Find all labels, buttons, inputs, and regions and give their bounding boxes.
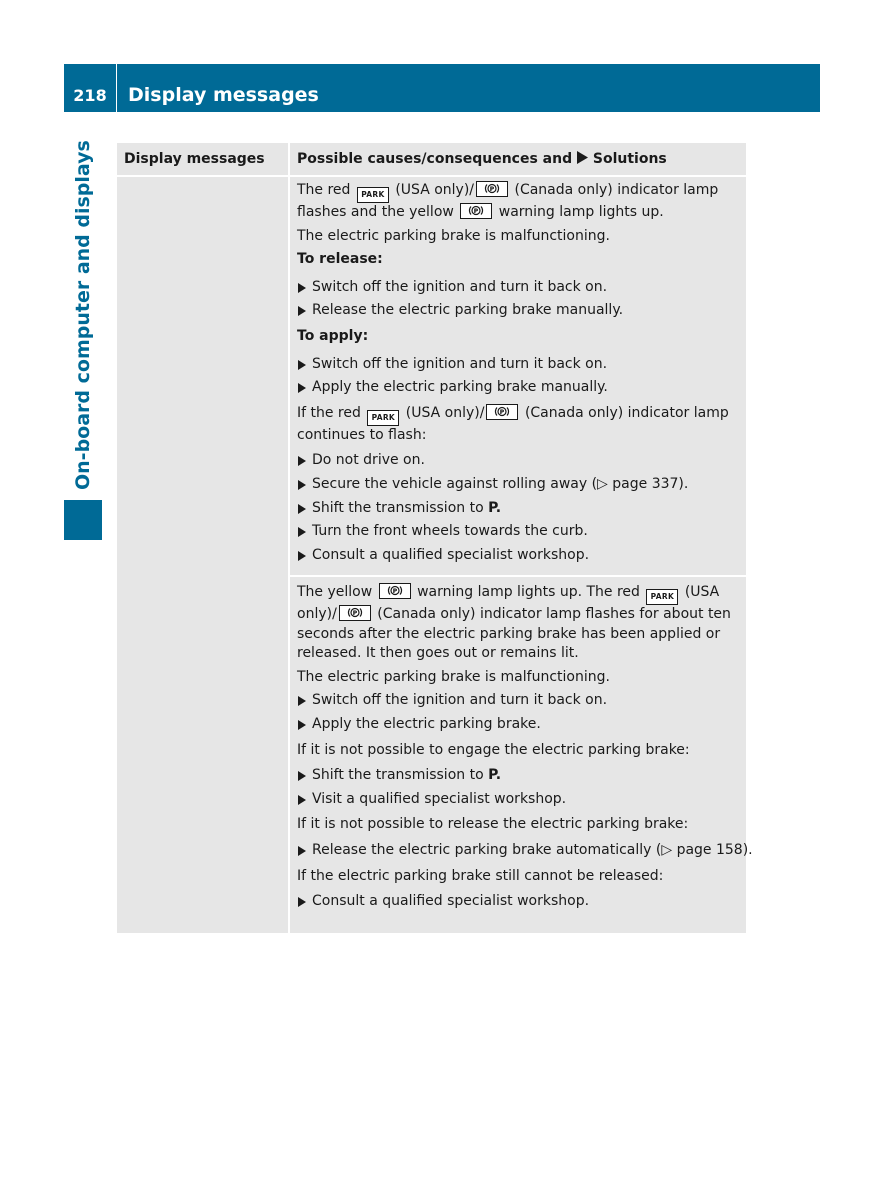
list-item: Visit a qualified specialist workshop. xyxy=(297,790,743,810)
column-divider xyxy=(288,143,290,933)
parking-brake-icon xyxy=(460,203,492,219)
row-2-steps xyxy=(297,691,743,734)
engage-condition: If it is not possible to engage the electric parking brake: xyxy=(297,741,690,758)
row-2-status: The electric parking brake is malfunctioning. xyxy=(297,668,610,685)
list-item: Shift the transmission to P. xyxy=(297,766,743,786)
list-item: Switch off the ignition and turn it back on. xyxy=(297,691,743,711)
list-item: Release the electric parking brake automatically (▷ page 158). xyxy=(297,841,743,861)
row-1-intro-line-1: The red PARK (USA only)/ P (Canada only) indicator lamp xyxy=(297,181,743,203)
release-steps xyxy=(297,278,743,321)
list-item: Consult a qualified specialist workshop. xyxy=(297,546,743,566)
consult-steps xyxy=(297,892,743,912)
section-tab-label: On-board computer and displays xyxy=(72,140,94,490)
parking-brake-icon xyxy=(476,181,508,197)
list-item: Switch off the ignition and turn it back on. xyxy=(297,278,743,298)
still-condition: If the electric parking brake still cannot be released: xyxy=(297,867,664,884)
park-indicator-icon: PARK xyxy=(367,410,399,426)
row-2-content xyxy=(297,583,753,918)
parking-brake-icon xyxy=(339,605,371,621)
list-item: Do not drive on. xyxy=(297,451,743,471)
flash-condition-line-1: If the red PARK (USA only)/ P (Canada only) indicator lamp xyxy=(297,404,743,426)
list-item: Turn the front wheels towards the curb. xyxy=(297,522,743,542)
column-header-causes-solutions: Possible causes/consequences and Solutions xyxy=(297,151,667,167)
list-item: Switch off the ignition and turn it back on. xyxy=(297,355,743,375)
list-item: Apply the electric parking brake manually. xyxy=(297,378,743,398)
list-item: Secure the vehicle against rolling away (▷ page 337). xyxy=(297,475,743,495)
column-header-display-messages: Display messages xyxy=(124,151,265,167)
parking-brake-icon xyxy=(379,583,411,599)
list-item: Shift the transmission to P. xyxy=(297,499,743,519)
list-item: Release the electric parking brake manually. xyxy=(297,301,743,321)
svg-text:P: P xyxy=(474,208,479,215)
apply-heading: To apply: xyxy=(297,327,369,344)
svg-text:P: P xyxy=(392,588,397,595)
page-title: Display messages xyxy=(128,84,319,106)
release-heading: To release: xyxy=(297,251,383,268)
release-auto-steps xyxy=(297,841,753,861)
row-1-status: The electric parking brake is malfunctioning. xyxy=(297,227,610,244)
svg-text:P: P xyxy=(352,610,357,617)
row-1-content xyxy=(297,181,743,571)
flash-steps xyxy=(297,451,743,565)
parking-brake-icon xyxy=(486,404,518,420)
row-2-intro-line-1: The yellow P warning lamp lights up. The red PARK (USA xyxy=(297,583,743,605)
engage-steps xyxy=(297,766,743,809)
row-divider xyxy=(290,575,746,577)
park-indicator-icon: PARK xyxy=(646,589,678,605)
svg-text:P: P xyxy=(489,186,495,193)
svg-text:P: P xyxy=(500,408,505,416)
row-1-intro-line-2: flashes and the yellow P warning lamp lights up. xyxy=(297,204,664,220)
park-indicator-icon: PARK xyxy=(357,187,389,203)
list-item: Consult a qualified specialist workshop. xyxy=(297,892,743,912)
flash-condition-line-2: continues to flash: xyxy=(297,426,427,443)
table-header xyxy=(117,143,746,177)
page-number: 218 xyxy=(73,86,107,105)
display-messages-table xyxy=(117,143,753,933)
row-2-intro-line-3: seconds after the electric parking brake has been applied or xyxy=(297,625,721,642)
row-2-intro-line-2: only)/ P (Canada only) indicator lamp flashes for about ten xyxy=(297,606,731,622)
header-divider xyxy=(116,64,117,112)
apply-steps xyxy=(297,355,743,398)
release-condition: If it is not possible to release the electric parking brake: xyxy=(297,816,689,833)
row-2-intro-line-4: released. It then goes out or remains lit. xyxy=(297,645,579,662)
list-item: Apply the electric parking brake. xyxy=(297,715,743,735)
solutions-arrow-icon xyxy=(577,151,588,164)
